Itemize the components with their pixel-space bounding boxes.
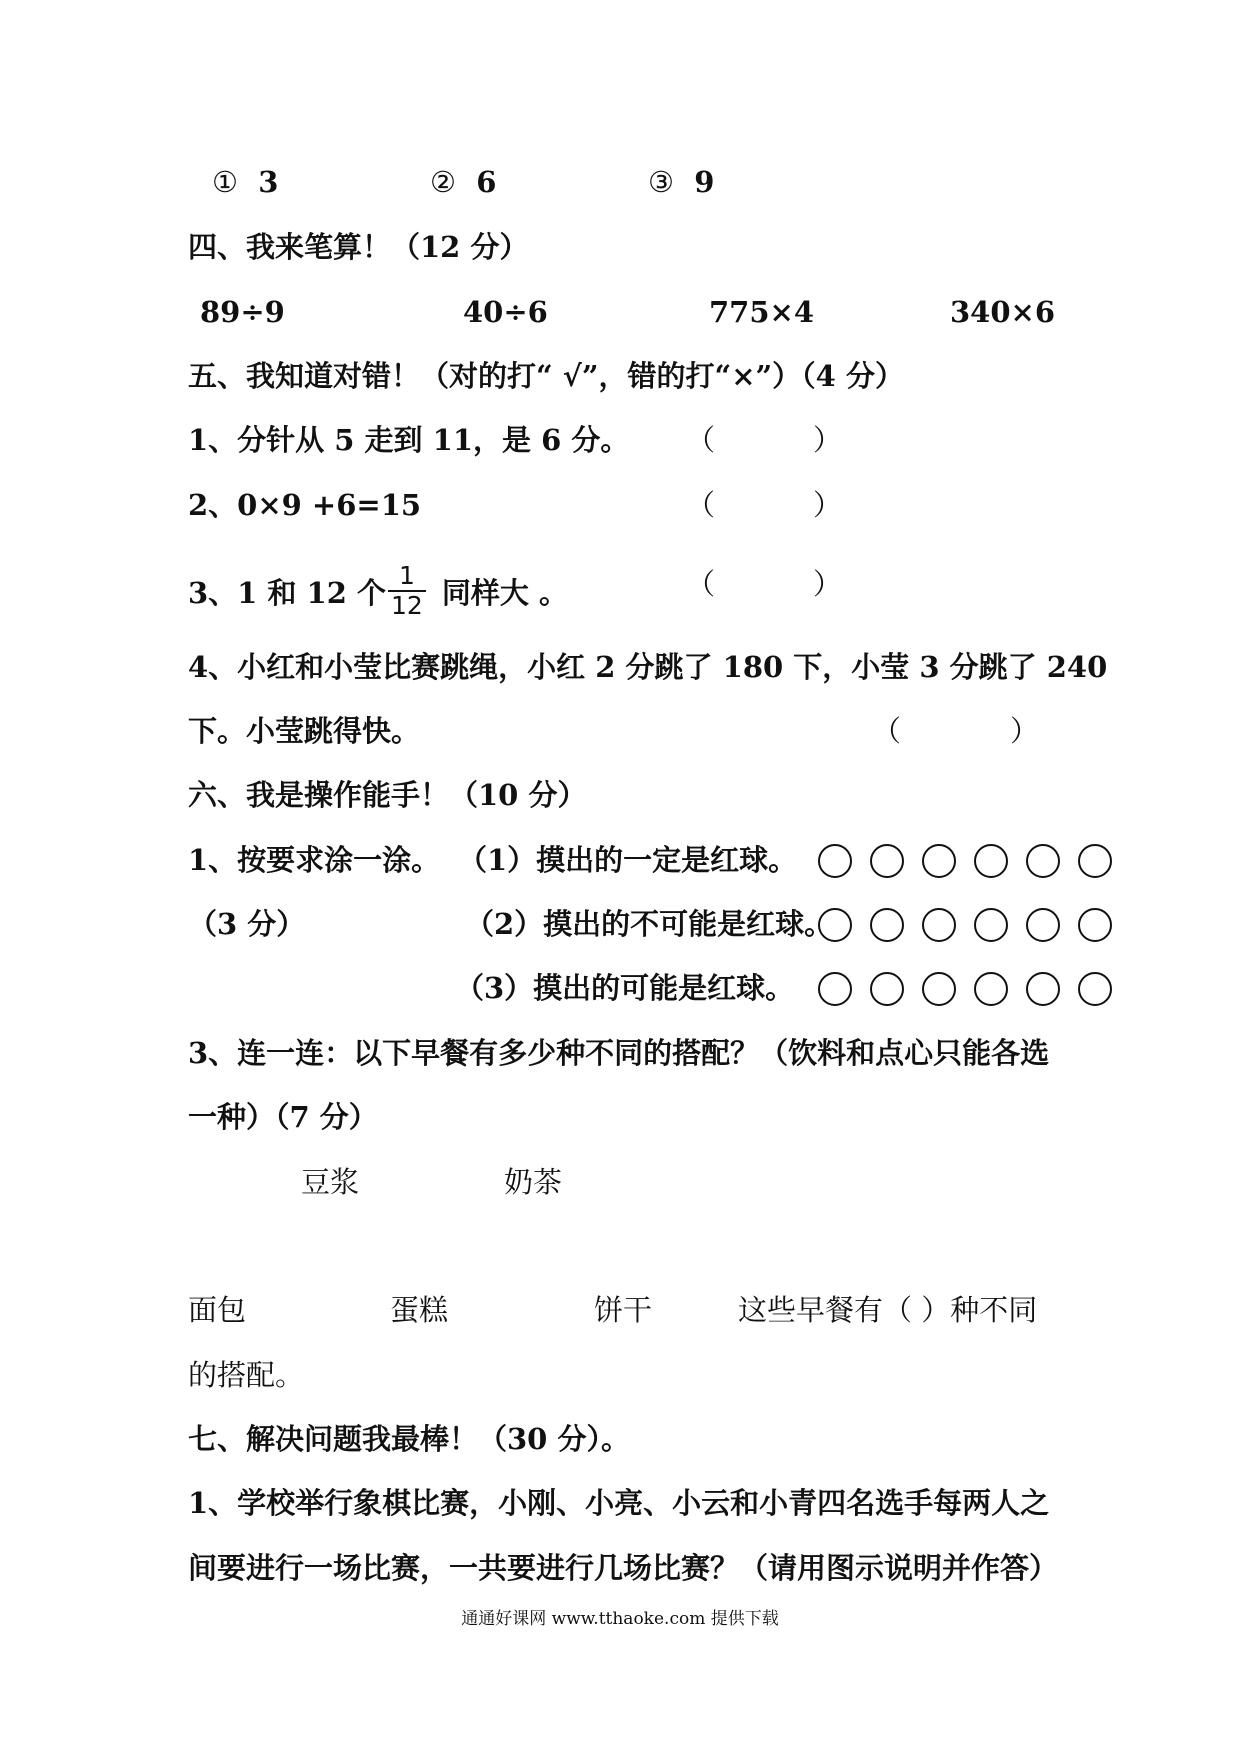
footer-watermark: 通通好课网 www.tthaoke.com 提供下载 — [461, 1609, 779, 1629]
coloring-sub-item-2: （2）摸出的不可能是红球。 — [465, 907, 834, 941]
answer-paren-open-3: （ — [686, 567, 716, 601]
coloring-question-points: （3 分） — [188, 907, 306, 941]
option-1-value: 3 — [258, 165, 279, 199]
option-3-mark: ③ — [648, 165, 674, 199]
option-1 — [212, 164, 278, 200]
answer-paren-close-2: ） — [813, 488, 843, 522]
ball-circle[interactable] — [818, 844, 852, 878]
matching-question-line2: 一种）（7 分） — [188, 1100, 378, 1134]
tf-question-2: 2、0×9 +6=15 — [188, 488, 422, 522]
ball-circle[interactable] — [974, 844, 1008, 878]
snack-item-bread[interactable]: 面包 — [188, 1293, 247, 1327]
tf-question-3-prefix: 3、1 和 12 个 — [188, 576, 387, 610]
ball-circle[interactable] — [1026, 844, 1060, 878]
ball-row-1 — [818, 844, 1112, 878]
ball-circle[interactable] — [870, 908, 904, 942]
ball-circle[interactable] — [870, 972, 904, 1006]
ball-circle[interactable] — [1026, 972, 1060, 1006]
answer-paren-open-1: （ — [686, 423, 716, 457]
problem-1-line2: 间要进行一场比赛，一共要进行几场比赛？（请用图示说明并作答） — [188, 1551, 1059, 1585]
division-problem-1: 89÷9 — [200, 295, 285, 329]
tf-question-3-suffix: 同样大 。 — [431, 576, 569, 610]
fraction-denominator: 12 — [391, 591, 423, 620]
drink-item-milktea[interactable]: 奶茶 — [504, 1165, 563, 1199]
answer-paren-close-3: ） — [813, 567, 843, 601]
ball-circle[interactable] — [922, 972, 956, 1006]
option-3 — [648, 164, 714, 200]
section6-title: 六、我是操作能手！（10 分） — [188, 778, 587, 812]
ball-circle[interactable] — [974, 972, 1008, 1006]
ball-circle[interactable] — [974, 908, 1008, 942]
answer-paren-close-4: ） — [1010, 714, 1040, 748]
fraction-numerator: 1 — [398, 561, 415, 590]
ball-circle[interactable] — [1026, 908, 1060, 942]
drink-item-soymilk[interactable]: 豆浆 — [301, 1165, 360, 1199]
answer-paren-open-2: （ — [686, 488, 716, 522]
ball-circle[interactable] — [818, 972, 852, 1006]
combo-count-question: 这些早餐有（ ）种不同 — [738, 1293, 1038, 1327]
option-1-mark: ① — [212, 165, 238, 199]
snack-item-biscuit[interactable]: 饼干 — [594, 1293, 653, 1327]
coloring-sub-item-1: （1）摸出的一定是红球。 — [458, 843, 798, 877]
multiplication-problem-2: 340×6 — [950, 295, 1056, 329]
section4-title: 四、我来笔算！（12 分） — [188, 230, 529, 264]
matching-question-line1: 3、连一连：以下早餐有多少种不同的搭配？（饮料和点心只能各选 — [188, 1036, 1050, 1070]
option-2-value: 6 — [476, 165, 497, 199]
answer-paren-close-1: ） — [813, 423, 843, 457]
multiplication-problem-1: 775×4 — [709, 295, 815, 329]
section5-title: 五、我知道对错！（对的打“ √”，错的打“×”）（4 分） — [188, 359, 904, 393]
ball-circle[interactable] — [1078, 908, 1112, 942]
tf-question-4-line2: 下。小莹跳得快。 — [188, 714, 421, 748]
problem-1-line1: 1、学校举行象棋比赛，小刚、小亮、小云和小青四名选手每两人之 — [188, 1486, 1050, 1520]
division-problem-2: 40÷6 — [463, 295, 548, 329]
option-3-value: 9 — [694, 165, 715, 199]
answer-paren-open-4: （ — [872, 714, 902, 748]
coloring-question-label: 1、按要求涂一涂。 — [188, 843, 441, 877]
tf-question-1: 1、分针从 5 走到 11，是 6 分。 — [188, 423, 630, 457]
section7-title: 七、解决问题我最棒！（30 分）。 — [188, 1422, 630, 1456]
option-2-mark: ② — [430, 165, 456, 199]
tf-question-4-line1: 4、小红和小莹比赛跳绳，小红 2 分跳了 180 下，小莹 3 分跳了 240 — [188, 650, 1108, 684]
ball-circle[interactable] — [922, 844, 956, 878]
fraction — [388, 562, 426, 620]
ball-row-3 — [818, 972, 1112, 1006]
combo-count-question-end: 的搭配。 — [188, 1358, 305, 1392]
ball-circle[interactable] — [818, 908, 852, 942]
ball-circle[interactable] — [1078, 844, 1112, 878]
ball-row-2 — [818, 908, 1112, 942]
ball-circle[interactable] — [870, 844, 904, 878]
coloring-sub-item-3: （3）摸出的可能是红球。 — [455, 971, 795, 1005]
snack-item-cake[interactable]: 蛋糕 — [390, 1293, 449, 1327]
ball-circle[interactable] — [922, 908, 956, 942]
ball-circle[interactable] — [1078, 972, 1112, 1006]
tf-question-3 — [188, 561, 569, 624]
option-2 — [430, 164, 496, 200]
